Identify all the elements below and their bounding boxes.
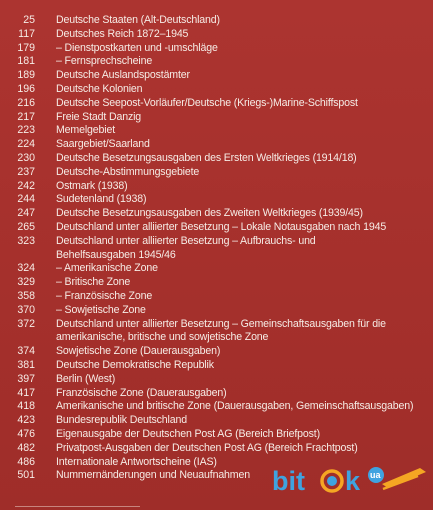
toc-entry-title: Memelgebiet — [56, 124, 116, 137]
toc-entry-title: Deutsche Besetzungsausgaben des Zweiten Weltkrieges (1939/45) — [56, 207, 363, 220]
toc-page-number: 25 — [23, 14, 35, 26]
toc-entry-title: – Britische Zone — [56, 276, 131, 289]
toc-entry — [0, 42, 433, 56]
toc-entry-title: – Dienstpostkarten und -umschläge — [56, 41, 218, 54]
toc-page-number: 247 — [17, 207, 35, 220]
toc-entry-title: amerikanische, britische und sowjetische Zone — [56, 331, 269, 344]
toc-page-number: 189 — [17, 69, 35, 82]
toc-entry-title: Berlin (West) — [56, 372, 116, 385]
watermark-suffix: ua — [370, 470, 381, 480]
toc-page-number: 418 — [17, 400, 35, 413]
toc-entry — [0, 290, 433, 304]
toc-page-number: 242 — [17, 179, 35, 192]
toc-page-number: 374 — [17, 345, 35, 358]
toc-entry — [0, 414, 433, 428]
toc-entry — [0, 262, 433, 276]
toc-page-number: 358 — [17, 289, 35, 302]
svg-text:k: k — [345, 466, 361, 496]
toc-entry-title: – Französische Zone — [56, 289, 153, 302]
toc-page-number: 244 — [17, 193, 35, 206]
toc-entry-title: Sudetenland (1938) — [56, 193, 147, 206]
toc-entry-title: Deutsche Auslandspostämter — [56, 69, 190, 82]
toc-page-number: 230 — [17, 151, 35, 164]
toc-entry — [0, 138, 433, 152]
toc-entry — [0, 318, 433, 332]
toc-page-number: 216 — [17, 96, 35, 109]
toc-page-number: 324 — [17, 262, 35, 275]
toc-entry — [0, 304, 433, 318]
toc-entry — [0, 97, 433, 111]
toc-entry — [0, 235, 433, 249]
toc-page-number: 224 — [17, 138, 35, 151]
toc-entry — [0, 207, 433, 221]
toc-entry — [0, 345, 433, 359]
toc-page-number: 217 — [17, 110, 35, 123]
toc-entry — [0, 69, 433, 83]
toc-page-number: 179 — [17, 41, 35, 54]
toc-entry — [0, 400, 433, 414]
toc-entry-title: Deutsche-Abstimmungsgebiete — [56, 165, 200, 178]
divider — [15, 506, 140, 507]
toc-entry-title: Deutsche Kolonien — [56, 82, 143, 95]
toc-entry-title: Französische Zone (Dauerausgaben) — [56, 386, 227, 399]
toc-page-number: 370 — [17, 303, 35, 316]
toc-entry-title: Amerikanische und britische Zone (Dauerausgaben, Gemeinschaftsausgaben) — [56, 400, 414, 413]
toc-entry-title: Deutsche Staaten (Alt-Deutschland) — [56, 14, 220, 26]
toc-entry-title: – Amerikanische Zone — [56, 262, 158, 275]
toc-entry-title: Deutsches Reich 1872–1945 — [56, 27, 189, 40]
toc-entry-title: Bundesrepublik Deutschland — [56, 414, 187, 427]
toc-entry-title: Sowjetische Zone (Dauerausgaben) — [56, 345, 221, 358]
toc-entry-title: Deutschland unter alliierter Besetzung – Gemeinschaftsausgaben für die — [56, 317, 386, 330]
toc-entry — [0, 193, 433, 207]
toc-entry — [0, 152, 433, 166]
toc-entry-title: Deutschland unter alliierter Besetzung – Lokale Notausgaben nach 1945 — [56, 220, 387, 233]
toc-entry — [0, 124, 433, 138]
svg-text:bit: bit — [272, 466, 305, 496]
toc-page-number: 223 — [17, 124, 35, 137]
toc-entry-title: Behelfsausgaben 1945/46 — [56, 248, 176, 261]
toc-page-number: 501 — [17, 469, 35, 482]
toc-entry-title: Deutsche Besetzungsausgaben des Ersten Weltkrieges (1914/18) — [56, 151, 357, 164]
toc-entry — [0, 55, 433, 69]
toc-entry — [0, 276, 433, 290]
toc-page-number: 372 — [17, 317, 35, 330]
toc-page-number: 476 — [17, 427, 35, 440]
toc-page-number: 417 — [17, 386, 35, 399]
toc-entry — [0, 166, 433, 180]
toc-entry-title: – Sowjetische Zone — [56, 303, 146, 316]
toc-entry-title: Freie Stadt Danzig — [56, 110, 142, 123]
toc-page-number: 196 — [17, 82, 35, 95]
toc-entry — [0, 28, 433, 42]
toc-entry-title: Deutsche Seepost-Vorläufer/Deutsche (Kriegs-)Marine-Schiffspost — [56, 96, 358, 109]
toc-entry-title: Saargebiet/Saarland — [56, 138, 150, 151]
toc-page-number: 117 — [18, 27, 35, 40]
table-of-contents — [0, 14, 433, 483]
toc-page-number: 323 — [17, 234, 35, 247]
toc-entry — [0, 221, 433, 235]
toc-entry-title: Eigenausgabe der Deutschen Post AG (Bereich Briefpost) — [56, 427, 320, 440]
toc-entry — [0, 373, 433, 387]
toc-entry — [0, 442, 433, 456]
watermark-logo — [270, 462, 430, 496]
toc-page-number: 237 — [17, 165, 35, 178]
toc-entry-title: Ostmark (1938) — [56, 179, 128, 192]
toc-entry-title: Internationale Antwortscheine (IAS) — [56, 455, 217, 468]
toc-entry-title: Deutsche Demokratische Republik — [56, 358, 214, 371]
toc-page-number: 181 — [17, 55, 35, 68]
toc-page-number: 397 — [17, 372, 35, 385]
toc-entry — [0, 83, 433, 97]
toc-page-number: 265 — [17, 220, 35, 233]
toc-page-number: 329 — [17, 276, 35, 289]
toc-entry — [0, 14, 433, 28]
toc-entry-title: Nummernänderungen und Neuaufnahmen — [56, 469, 250, 482]
toc-entry — [0, 359, 433, 373]
toc-entry-title: – Fernsprechscheine — [56, 55, 153, 68]
toc-page-number: 482 — [17, 441, 35, 454]
toc-page-number: 486 — [17, 455, 35, 468]
toc-entry — [0, 387, 433, 401]
toc-entry — [0, 180, 433, 194]
toc-page-number: 423 — [17, 414, 35, 427]
toc-page-number: 381 — [17, 358, 35, 371]
toc-entry — [0, 249, 433, 263]
toc-entry-title: Deutschland unter alliierter Besetzung – Aufbrauchs- und — [56, 234, 316, 247]
bitok-logo-icon — [270, 462, 430, 496]
toc-entry-title: Privatpost-Ausgaben der Deutschen Post AG (Bereich Frachtpost) — [56, 441, 358, 454]
toc-entry — [0, 111, 433, 125]
toc-entry — [0, 331, 433, 345]
toc-entry — [0, 428, 433, 442]
